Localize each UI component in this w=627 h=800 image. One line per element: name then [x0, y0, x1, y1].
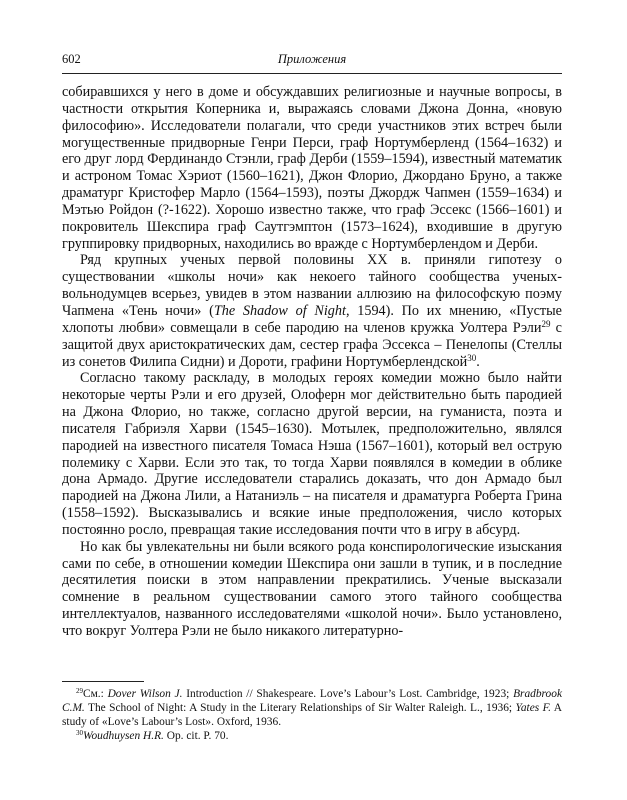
book-title-shadow-of-night: The Shadow of Night: [213, 302, 346, 319]
paragraph-4: Но как бы увлекательны ни были всякого рода конспирологические изыскания сами по себе, в отношении комедии Шекспира они зашли в тупик, и в последние десятилетия поиски в этом направлении прекратились. Ученые высказали сомнение в реальном существовании самого этого тайного сообщества интеллектуалов, названного исследователями «школой ночи». Было установлено, что вокруг Уолтера Рэли не было никакого литературно-: [62, 538, 562, 639]
footnotes: [62, 687, 562, 743]
footnote-number: 30: [76, 729, 83, 737]
footnote-author: Yates F.: [515, 702, 551, 714]
main-text: [62, 84, 562, 640]
paragraph-3: Согласно такому раскладу, в молодых героях комедии можно было найти некоторые черты Рэли и его друзей, Олоферн мог действительно быть пародией на Джона Флорио, но также, согласно другой версии, на гуманиста, поэта и писателя Габриэля Харви (1545–1630). Мотылек, предположительно, являлся пародией на известного писателя Томаса Нэша (1567–1601), который вел острую полемику с Харви. Если это так, то тогда Харви появлялся в комедии в облике дона Армадо. Другие исследователи старались доказать, что дон Армадо был пародией на Джона Лили, а Натаниэль – на писателя и драматурга Роберта Грина (1558–1592). Высказывались и всякие иные предположения, число которых постоянно росло, превращая такие исследования почти что в игру в абсурд.: [62, 370, 562, 538]
paragraph-1: собиравшихся у него в доме и обсуждавших религиозные и научные вопросы, в частности открытия Коперника и, выражаясь словами Джона Донна, «новую философию». Исследователи полагали, что среди участников этих встреч были могущественные придворные Генри Перси, граф Нортумберленд (1564–1632) и его друг лорд Фердинандо Стэнли, граф Дерби (1559–1594), известный математик и астроном Томас Хэриот (1560–1621), Джон Флорио, Джордано Бруно, а также драматург Кристофер Марло (1564–1593), поэты Джордж Чапмен (1559–1634) и Мэтью Ройдон (?-1622). Хорошо известно также, что граф Эссекс (1566–1601) и покровитель Шекспира граф Саутгэмптон (1573–1624), входившие в другую группировку придворных, находились во вражде с Нортумберлендом и Дерби.: [62, 84, 562, 252]
page-number: 602: [62, 52, 81, 66]
footnote-29: $^{29}$См.: Dover Wilson J. Introduction // Shakespeare. Love’s Labour’s Lost. Cambridge, 1923; Bradbrook C.M. The School of Night: A Study in the Literary Relationships of Sir Walter Raleigh. L., 1936; Yates F. A study of «Love’s Labour’s Lost». Oxford, 1936.: [62, 687, 563, 728]
footnote-number: 29: [76, 687, 83, 695]
paragraph-2: Ряд крупных ученых первой половины XX в. приняли гипотезу о существовании «школы ночи» как некоего тайного сообщества ученых-вольнодумцев всерьез, увидев в этом названии аллюзию на философскую поэму Чапмена «Тень ночи» (The Shadow of Night, 1594). По их мнению, «Пустые хлопоты любви» совмещали в себе пародию на членов кружка Уолтера Рэли$^{29}$ с защитой двух аристократических дам, сестер графа Эссекса – Пенелопы (Стеллы из сонетов Филипа Сидни) и Дороти, графини Нортумберлендской$^{30}$.: [62, 252, 562, 370]
footnote-author: Dover Wilson J.: [107, 688, 183, 700]
footnote-author: Woudhuysen H.R.: [83, 730, 164, 742]
footnote-ref-29[interactable]: 29: [541, 318, 551, 329]
footnote-30: $^{30}$Woudhuysen H.R. Op. cit. P. 70.: [76, 729, 229, 742]
footnote-rule: [62, 681, 144, 682]
page-header: [62, 52, 562, 70]
header-rule: [62, 73, 562, 74]
running-title: Приложения: [277, 52, 347, 66]
footnote-author: Bradbrook C.M.: [62, 688, 562, 714]
footnote-ref-30[interactable]: 30: [467, 352, 477, 363]
